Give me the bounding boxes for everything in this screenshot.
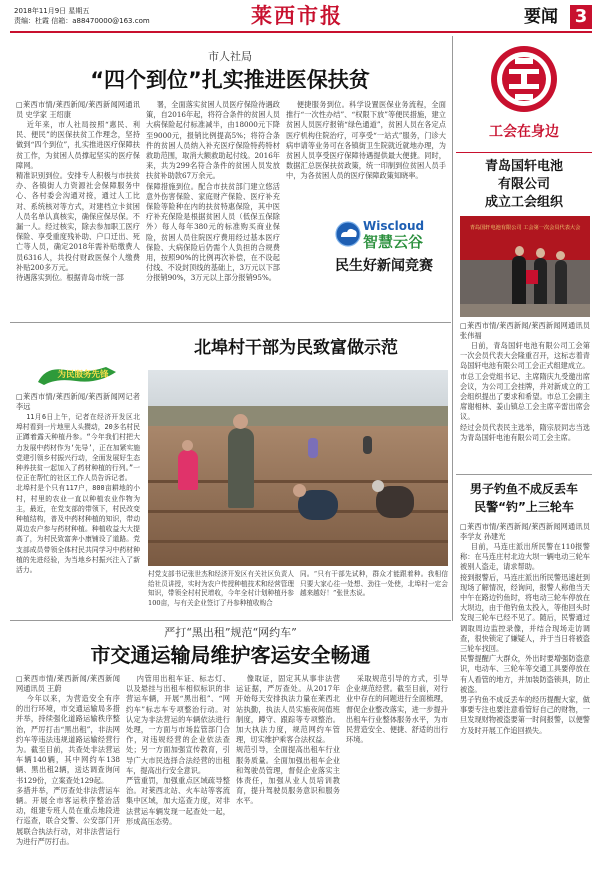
fishing-headline-1: 男子钓鱼不成反丢车 (469, 482, 578, 496)
article-village-cadres (10, 324, 451, 618)
body-col-2: 署，全面落实贫困人员医疗保险待遇政策，自2016年起，将符合条件的贫困人员大病保险起付标准减半，由18000元下降至9000元，报销比例提高5%；将符合条件的贫困人员纳入补充医疗保险特药特材救助范围，取消大额救助起付线。2016年来，共为299名符合条件的贫困人员发放扶贫补助款67万余元。 保障措施到位。配合市扶贫部门建立悠活意外伤害保险、家庭财产保险、医疗补充保险等险种在内的扶贫特惠保险，其中医疗补充保险是根据贫困人员（低保五保除外）每人每年380元的标准购买商业保险，贫困人员住院医疗费用经过基本医疗保险、大病保险后仍需个人负担的合规费用，按照90%的比例再次补偿，在不设起付线、不设封顶线的基础上，3万元以下部分报销90%，3万元以上部分报销95%。 (146, 100, 280, 283)
divider-1 (10, 322, 451, 323)
village-byline: □莱西市情/莱西新闻/莱西新闻网记者 李远 (16, 392, 140, 412)
union-emblem-icon (489, 44, 559, 114)
union-headline-2: 有限公司 (497, 177, 550, 192)
transport-kicker: 严打“黑出租”规范“网约车” (164, 626, 297, 639)
headline: “四个到位”扎实推进医保扶贫 (90, 68, 370, 92)
service-tag-label: 为民服务先锋 (57, 370, 109, 380)
ad-brand-en: Wiscloud (363, 219, 425, 233)
divider-2 (10, 620, 451, 621)
transport-col-4: 采取规范引导的方式，引导企业规范经营。截至目前，对行业中存在的问题进行全面梳理，督促企业整改落实，进一步提升出租车行业整体服务水平，为市民营造安全、便捷、舒适的出行环境。 (346, 674, 448, 745)
transport-col-1: 今年以来，为营造安全有序的出行环境，市交通运输局多措并举，持续强化道路运输秩序整治，严厉打击“黑出租”，非法网约车等违法违规道路运输经营行为。截至目前，共查处非法营运车辆140辆，其中网约车138辆、黑出租2辆，送达调查询问书129份，立案查处129起。 多措并举，严厉查处非法营运车辆。开展全市客运秩序整治活动，组建专班人员在重点地段进行巡查，联合交警、公安部门开展联合执法行动，对非法营运行为进行严厉打击。 (16, 694, 120, 846)
divider-union (456, 152, 592, 153)
union-body: 日前，青岛国轩电池有限公司工会第一次会员代表大会隆重召开，这标志着青岛国轩电池有限公司工会正式组建成立。 市总工会党组书记、主席隋庆九受邀出席会议，为公司工会挂牌，并对新成立的工会组织提出了要求和希望。市总工会副主席谢相林、姜山镇总工会主席辛雷出席会议。 经过会员代表民主选举，隋宗辰同志当选为青岛国轩电池有限公司工会主席。 (460, 341, 590, 442)
union-logo-block (456, 38, 592, 150)
ad-brand-cn: 智慧云谷 (363, 233, 424, 251)
fishing-byline: □莱西市情/莱西新闻/莱西新闻网通讯员 李学友 孙建光 (460, 522, 590, 542)
union-slogan: 工会在身边 (489, 124, 559, 140)
fishing-headline-2: 民警“钓”上三轮车 (474, 500, 574, 514)
header-rule (10, 31, 592, 33)
village-headline: 北埠村干部为民致富做示范 (194, 338, 398, 358)
union-byline: □莱西市情/莱西新闻/莱西新闻网通讯员 张伟福 (460, 321, 590, 341)
cloud-logo-icon (335, 221, 361, 247)
transport-col-2: 内管用出租车证、标志灯、以及悬挂与出租车相似标识的非营运车辆，开展“黑出租”、“网约车”标志车专项整治行动。对认定为非法营运的车辆依法进行处理，一方面与市场监管部门合作，对违规经营的企业依法查处；另一方面加强宣传教育，引导广大市民选择合法经营的出租车，提高出行安全意识。 严管重罚，加强重点区域疏导整治。对莱西北站、火车站等客流集中区域，加大巡查力度，对非法营运车辆发现一起查处一起，形成高压态势。 (126, 674, 230, 826)
transport-headline: 市交通运输局维护客运安全畅通 (90, 643, 371, 667)
meeting-banner: 青岛国轩电池有限公司 工会第一次会员代表大会 (469, 225, 581, 231)
transport-byline: □莱西市情/莱西新闻/莱西新闻网通讯员 王蔚 (16, 674, 120, 694)
article-transport (10, 622, 451, 894)
ad-slogan: 民生好新闻竞赛 (335, 258, 433, 274)
union-headline-3: 成立工会组织 (484, 195, 563, 210)
union-headline-1: 青岛国轩电池 (484, 159, 563, 174)
transport-col-3: 像取证，固定其从事非法营运证据，严厉查处。从2017年开始每天安排执法力量在莱西北站执勤，执法人员实施夜间值班制度，蹲守、跟踪等专项整治。加大执法力度，规范网约车管理，切实维护乘客合法权益。 规范引导，全面提高出租车行业服务质量。全面加强出租车企业和驾驶员管理，督促企业落实主体责任，加强从业人员培训教育，提升驾驶员服务意识和服务水平。 (236, 674, 340, 806)
byline: □莱西市情/莱西新闻/莱西新闻网通讯员 史学家 王绍康 (16, 100, 140, 120)
column-divider (452, 36, 453, 621)
body-col-1: 近年来，市人社局按照“惠民、利民、便民”的医保扶贫工作理念，坚持做到“四个到位”，扎实推进医疗保障扶贫工作，为贫困人员撑起坚实的医疗保障网。 精准识别到位。安排专人积极与市扶贫办、各镇街人力资源社会保障服务中心、各村委会沟通对接，通过人工比对、系统核对等方式，对建档立卡贫困人员名单认真核实，确保应保尽保。不漏一人。经过核实，除去参加职工医疗保险、享受重度残补助、户口迁出、死亡等人员，确定2018年需补贴缴费人员6316人，共投付财政医保个人缴费补贴200多万元。 待遇落实到位。根据青岛市统一部 (16, 120, 140, 283)
kicker: 市人社局 (208, 50, 252, 63)
divider-right-2 (456, 474, 592, 475)
service-tag (36, 364, 118, 386)
fishing-body: 目前，马连庄派出所民警在110报警称：在马连庄村北边大坝一辆电动三轮车被别人盗走，请求帮助。 接到报警后，马连庄派出所民警迅速赶到现场了解情况，经询问，报警人称他当天中午在路边钓鱼时，将电动三轮车停放在大坝边，由于他钓鱼太投入，等他回头时发现三轮车已经不见了。随后，民警通过调取周边监控录像，并结合现场走访调查，很快锁定了嫌疑人，并于当日将被盗三轮车找回。 民警提醒广大群众，外出时要增强防盗意识，电动车、三轮车等交通工具要停放在有人看管的地方，并加装防盗锁具，防止被盗。 男子钓鱼不成反丢车的经历提醒大家，做事要专注也要注意看管好自己的财物，一旦发现财物被盗要第一时间报警，以便警方及时开展工作追回损失。 (460, 542, 590, 735)
masthead: 莱西市报 (251, 3, 343, 28)
body-col-3: 便捷服务到位。科学设置医保业务流程，全面推行“一次性办结”、“权限下放”等便民措施，建立贫困人员医疗报销“绿色通道”，贫困人员在各定点医疗机构住院治疗，可享受“一站式”服务，门诊大病申请等业务可在各镇街卫生院就近就地办理，为贫困人员享受医疗保障待遇提供最大便捷。同时，数据汇总医保扶贫政策，统一印制到位贫困人员手中，为各贫困人员的医疗保障政策知晓率。 (286, 100, 446, 181)
field-photo (148, 370, 448, 566)
photo-caption-right: 同。“只有干部先试种，群众才能跟着种。我相信只要大家心往一处想、劲往一处使，北埠村一定会越来越好！”张世杰说。 (300, 570, 448, 598)
issue-date: 2018年11月9日 星期五 (14, 7, 90, 15)
ad-wiscloud[interactable] (335, 219, 447, 281)
editor-info: 责编：杜霞 信箱：a88470000@163.com (14, 17, 150, 25)
village-body: 11月6日上午，记者在经济开发区北埠村看到一片地里人头攒动，20多名村民正蹲着露天种植丹参。“今年我们村把大力发展中药材作为‘先导’，正在加紧实施党建引领乡村振兴行动，全面发展好生态种养扶贫一起加入了药材种植的行列。”一位正在帮忙的社区工作人员告诉记者。 北埠村是个只有117户，800亩耕地的小村，村里的农业一直以种植农业作物为主，最近，在党支部的带领下，村民改变种植结构，普及中药材种植的知识，带动周边农户参与药材种植。种植收益大大提高了，为村民致富奔小康铺设了道路。党支部成员带领全体村民共同学习中药材种植的先进经验，为当地乡村振兴注入了新活力。 (16, 413, 140, 575)
section-title: 要闻 (524, 7, 558, 27)
photo-caption-left: 村党支部书记张世杰和经济开发区有关社区负责人给社员讲授，实时为农户传授种植技术和经营管理知识，带领全村村民增收，今年全村计划种植丹参100亩，与有关企业签订了丹参种植收购合 (148, 570, 294, 607)
page-number: 3 (570, 5, 592, 29)
meeting-photo (460, 216, 590, 317)
